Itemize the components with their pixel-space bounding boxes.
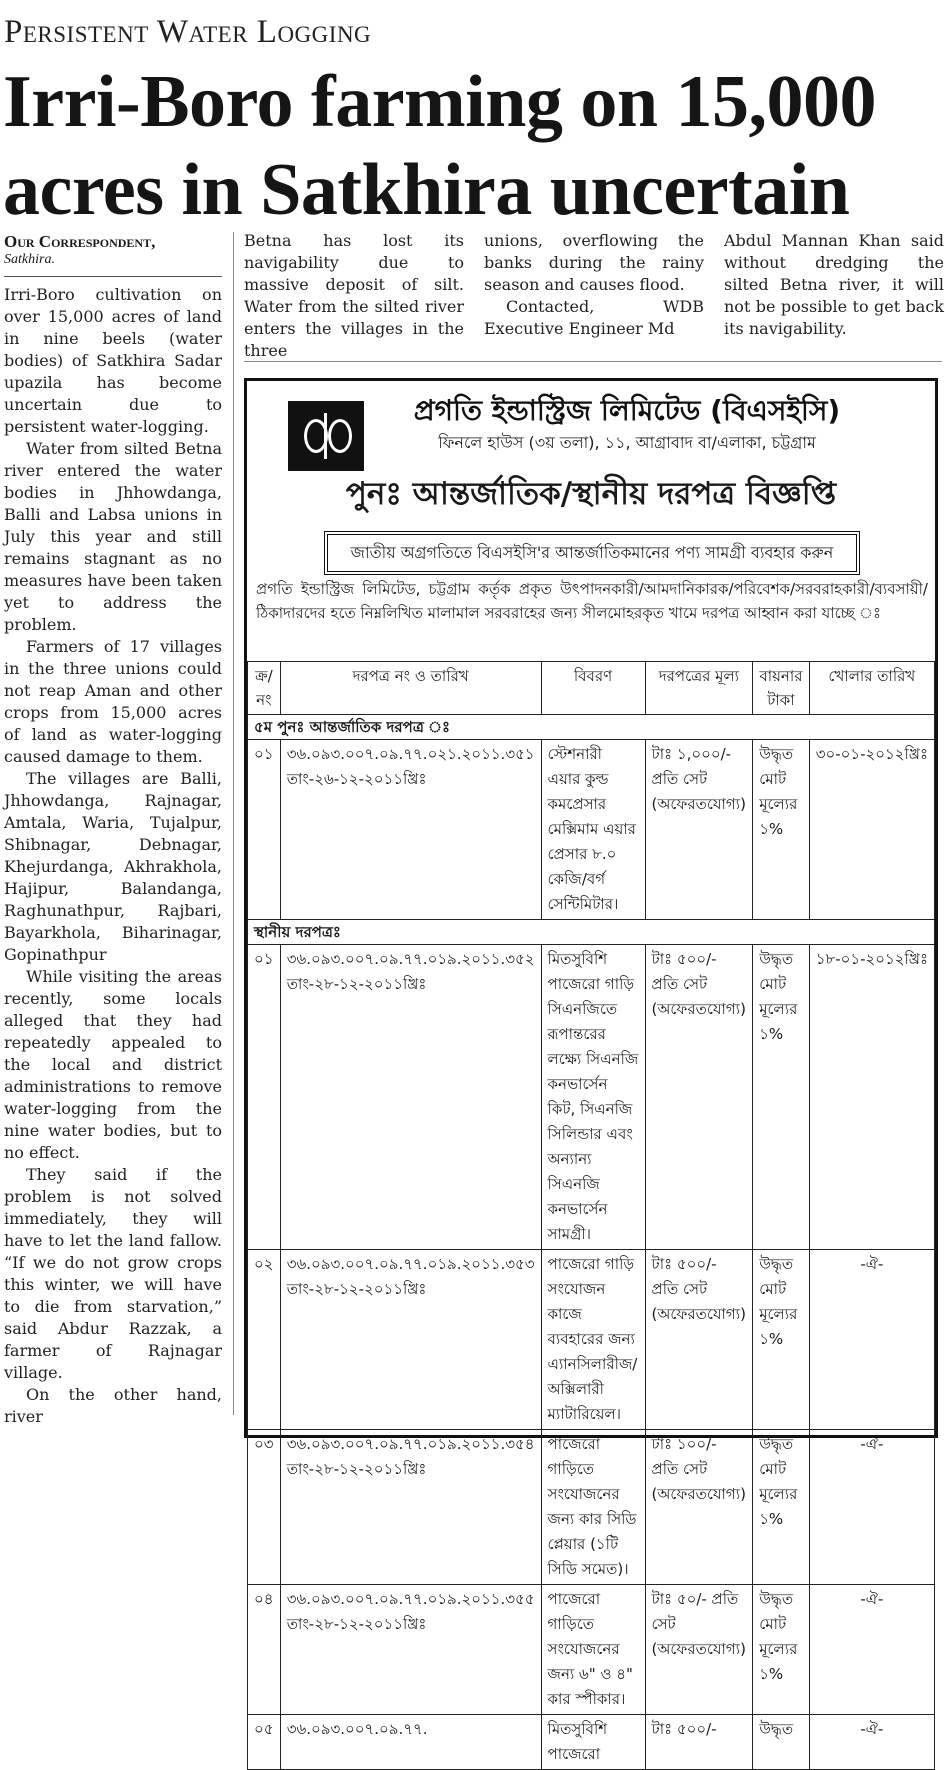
cell-earnest: উদ্ধৃত মোট মূল্যের ১%	[753, 740, 809, 920]
cell-earnest: উদ্ধৃত মোট মূল্যের ১%	[753, 1250, 809, 1430]
cell-description: স্টেশনারী এয়ার কুল্ড কমপ্রেসার মেক্সিমাম এয়ার প্রেসার ৮.০ কেজি/বর্গ সেন্টিমিটার।	[541, 740, 645, 920]
cell-price: টাঃ ৫০/- প্রতি সেট (অফেরতযোগ্য)	[645, 1585, 753, 1715]
tender-advertisement	[244, 378, 938, 1763]
table-row	[248, 945, 935, 1250]
cell-tender-no: ৩৬.০৯৩.০০৭.০৯.৭৭.	[280, 1715, 541, 1770]
slogan-box: জাতীয় অগ্রগতিতে বিএসইসি'র আন্তর্জাতিকমানের পণ্য সামগ্রী ব্যবহার করুন	[327, 534, 857, 572]
byline-place: Satkhira.	[4, 252, 55, 267]
header-tender-no: দরপত্র নং ও তারিখ	[280, 662, 541, 715]
table-row	[248, 1715, 935, 1770]
article-paragraph: While visiting the areas recently, some locals alleged that they had repeatedly appealed to the local and district administrations to remove water-logging from the nine water bodies, but to no effect.	[4, 967, 222, 1162]
cell-earnest: উদ্ধৃত	[753, 1715, 809, 1770]
cell-price: টাঃ ৫০০/- প্রতি সেট (অফেরতযোগ্য)	[645, 945, 753, 1250]
cell-tender-no: ৩৬.০৯৩.০০৭.০৯.৭৭.০১৯.২০১১.৩৫৫ তাং-২৮-১২-২০১১খ্রিঃ	[280, 1585, 541, 1715]
cell-price: টাঃ ৫০০/- প্রতি সেট (অফেরতযোগ্য)	[645, 1250, 753, 1430]
cell-opening-date: -ঐ-	[809, 1250, 934, 1430]
article-paragraph: Irri-Boro cultivation on over 15,000 acres of land in nine beels (water bodies) of Satkhira Sadar upazila has become uncertain due to persistent water-logging.	[4, 285, 222, 436]
header-serial: ক্র/ নং	[248, 662, 281, 715]
article-column-1	[4, 284, 222, 1428]
section-divider	[244, 361, 942, 362]
header-earnest: বায়নার টাকা	[753, 662, 809, 715]
table-row	[248, 1585, 935, 1715]
section-international: ৫ম পুনঃ আন্তর্জাতিক দরপত্র ঃ	[248, 715, 935, 740]
cell-tender-no: ৩৬.০৯৩.০০৭.০৯.৭৭.০১৯.২০১১.৩৫৩ তাং-২৮-১২-২০১১খ্রিঃ	[280, 1250, 541, 1430]
article-paragraph: Abdul Mannan Khan said without dredging the silted Betna river, it will not be possible to get back its navigability.	[724, 231, 944, 338]
article-paragraph: unions, overflowing the banks during the rainy season and causes flood.	[484, 231, 704, 294]
notice-intro: প্রগতি ইন্ডাস্ট্রিজ লিমিটেড, চট্টগ্রাম কর্তৃক প্রকৃত উৎপাদনকারী/আমদানিকারক/পরিবেশক/সরবরাহকারী/ব্যবসায়ী/ঠিকাদারদের হতে নিম্নলিখিত মালামাল সরবরাহের জন্য সীলমোহরকৃত খামে দরপত্র আহ্বান করা যাচ্ছে ঃ	[256, 580, 928, 622]
column-divider	[233, 232, 234, 1415]
cell-serial: ০৫	[248, 1715, 281, 1770]
cell-description: পাজেরো গাড়িতে সংযোজনের জন্য ৬" ও ৪" কার স্পীকার।	[541, 1585, 645, 1715]
section-row	[248, 920, 935, 945]
article-paragraph: Farmers of 17 villages in the three unions could not reap Aman and other crops from 15,000 acres of land as water-logging caused damage to them.	[4, 637, 222, 766]
notice-title: পুনঃ আন্তর্জাতিক/স্থানীয় দরপত্র বিজ্ঞপ্তি	[345, 476, 837, 512]
article-paragraph: The villages are Balli, Jhhowdanga, Rajnagar, Amtala, Waria, Tujalpur, Shibnagar, Debnagar, Khejurdanga, Akhrakhola, Hajipur, Balandanga, Raghunathpur, Rajbari, Bayarkhola, Biharinagar, Gopinathpur	[4, 769, 222, 964]
cell-tender-no: ৩৬.০৯৩.০০৭.০৯.৭৭.০২১.২০১১.৩৫১ তাং-২৬-১২-২০১১খ্রিঃ	[280, 740, 541, 920]
cell-opening-date: -ঐ-	[809, 1715, 934, 1770]
cell-earnest: উদ্ধৃত মোট মূল্যের ১%	[753, 945, 809, 1250]
table-header-row	[248, 662, 935, 715]
cell-price: টাঃ ১,০০০/- প্রতি সেট (অফেরতযোগ্য)	[645, 740, 753, 920]
cell-price: টাঃ ১০০/- প্রতি সেট (অফেরতযোগ্য)	[645, 1430, 753, 1585]
tender-table	[247, 661, 935, 1770]
cell-description: পাজেরো গাড়ি সংযোজন কাজে ব্যবহারের জন্য এ্যানসিলারীজ/অক্সিলারী ম্যাটারিয়েল।	[541, 1250, 645, 1430]
article-paragraph: They said if the problem is not solved immediately, they will have to let the land fallow. “If we do not grow crops this winter, we will have to die from starvation,” said Abdur Razzak, a farmer of Rajnagar village.	[4, 1165, 222, 1382]
cell-serial: ০৩	[248, 1430, 281, 1585]
byline-name: Our Correspondent,	[4, 232, 156, 251]
cell-description: মিতসুবিশি পাজেরো	[541, 1715, 645, 1770]
cell-serial: ০১	[248, 945, 281, 1250]
company-logo-icon	[288, 401, 364, 471]
company-name: প্রগতি ইন্ডাস্ট্রিজ লিমিটেড (বিএসইসি)	[413, 394, 841, 427]
cell-serial: ০১	[248, 740, 281, 920]
cell-earnest: উদ্ধৃত মোট মূল্যের ১%	[753, 1585, 809, 1715]
company-address: ফিনলে হাউস (৩য় তলা), ১১, আগ্রাবাদ বা/এলাকা, চট্টগ্রাম	[438, 433, 816, 452]
cell-tender-no: ৩৬.০৯৩.০০৭.০৯.৭৭.০১৯.২০১১.৩৫২ তাং-২৮-১২-২০১১খ্রিঃ	[280, 945, 541, 1250]
article-column-4	[724, 230, 944, 340]
cell-serial: ০৪	[248, 1585, 281, 1715]
article-paragraph: On the other hand, river	[4, 1385, 222, 1426]
header-opening-date: খোলার তারিখ	[809, 662, 934, 715]
cell-description: মিতসুবিশি পাজেরো গাড়ি সিএনজিতে রূপান্তরের লক্ষ্যে সিএনজি কনভার্সেন কিট, সিএনজি সিলিন্ডার এবং অন্যান্য সিএনজি কনভার্সেন সামগ্রী।	[541, 945, 645, 1250]
header-price: দরপত্রের মূল্য	[645, 662, 753, 715]
byline	[4, 232, 222, 277]
kicker: Persistent Water Logging	[4, 14, 372, 50]
cell-opening-date: ১৮-০১-২০১২খ্রিঃ	[809, 945, 934, 1250]
section-row	[248, 715, 935, 740]
article-column-2	[244, 230, 464, 362]
article-paragraph: Betna has lost its navigability due to massive deposit of silt. Water from the silted river enters the villages in the three	[244, 231, 464, 360]
article-paragraph: Water from silted Betna river entered the water bodies in Jhhowdanga, Balli and Labsa unions in July this year and still remains stagnant as no measures have been taken yet to address the problem.	[4, 439, 222, 634]
cell-serial: ০২	[248, 1250, 281, 1430]
table-row	[248, 1430, 935, 1585]
headline: Irri-Boro farming on 15,000 acres in Satkhira uncertain	[3, 61, 877, 231]
cell-opening-date: -ঐ-	[809, 1430, 934, 1585]
cell-description: পাজেরো গাড়িতে সংযোজনের জন্য কার সিডি প্লেয়ার (১টি সিডি সমেত)।	[541, 1430, 645, 1585]
section-local: স্থানীয় দরপত্রঃ	[248, 920, 935, 945]
header-description: বিবরণ	[541, 662, 645, 715]
cell-price: টাঃ ৫০০/-	[645, 1715, 753, 1770]
cell-tender-no: ৩৬.০৯৩.০০৭.০৯.৭৭.০১৯.২০১১.৩৫৪ তাং-২৮-১২-২০১১খ্রিঃ	[280, 1430, 541, 1585]
cell-earnest: উদ্ধৃত মোট মূল্যের ১%	[753, 1430, 809, 1585]
article-column-3	[484, 230, 704, 340]
cell-opening-date: -ঐ-	[809, 1585, 934, 1715]
article-paragraph: Contacted, WDB Executive Engineer Md	[484, 297, 704, 338]
table-row	[248, 740, 935, 920]
cell-opening-date: ৩০-০১-২০১২খ্রিঃ	[809, 740, 934, 920]
table-row	[248, 1250, 935, 1430]
